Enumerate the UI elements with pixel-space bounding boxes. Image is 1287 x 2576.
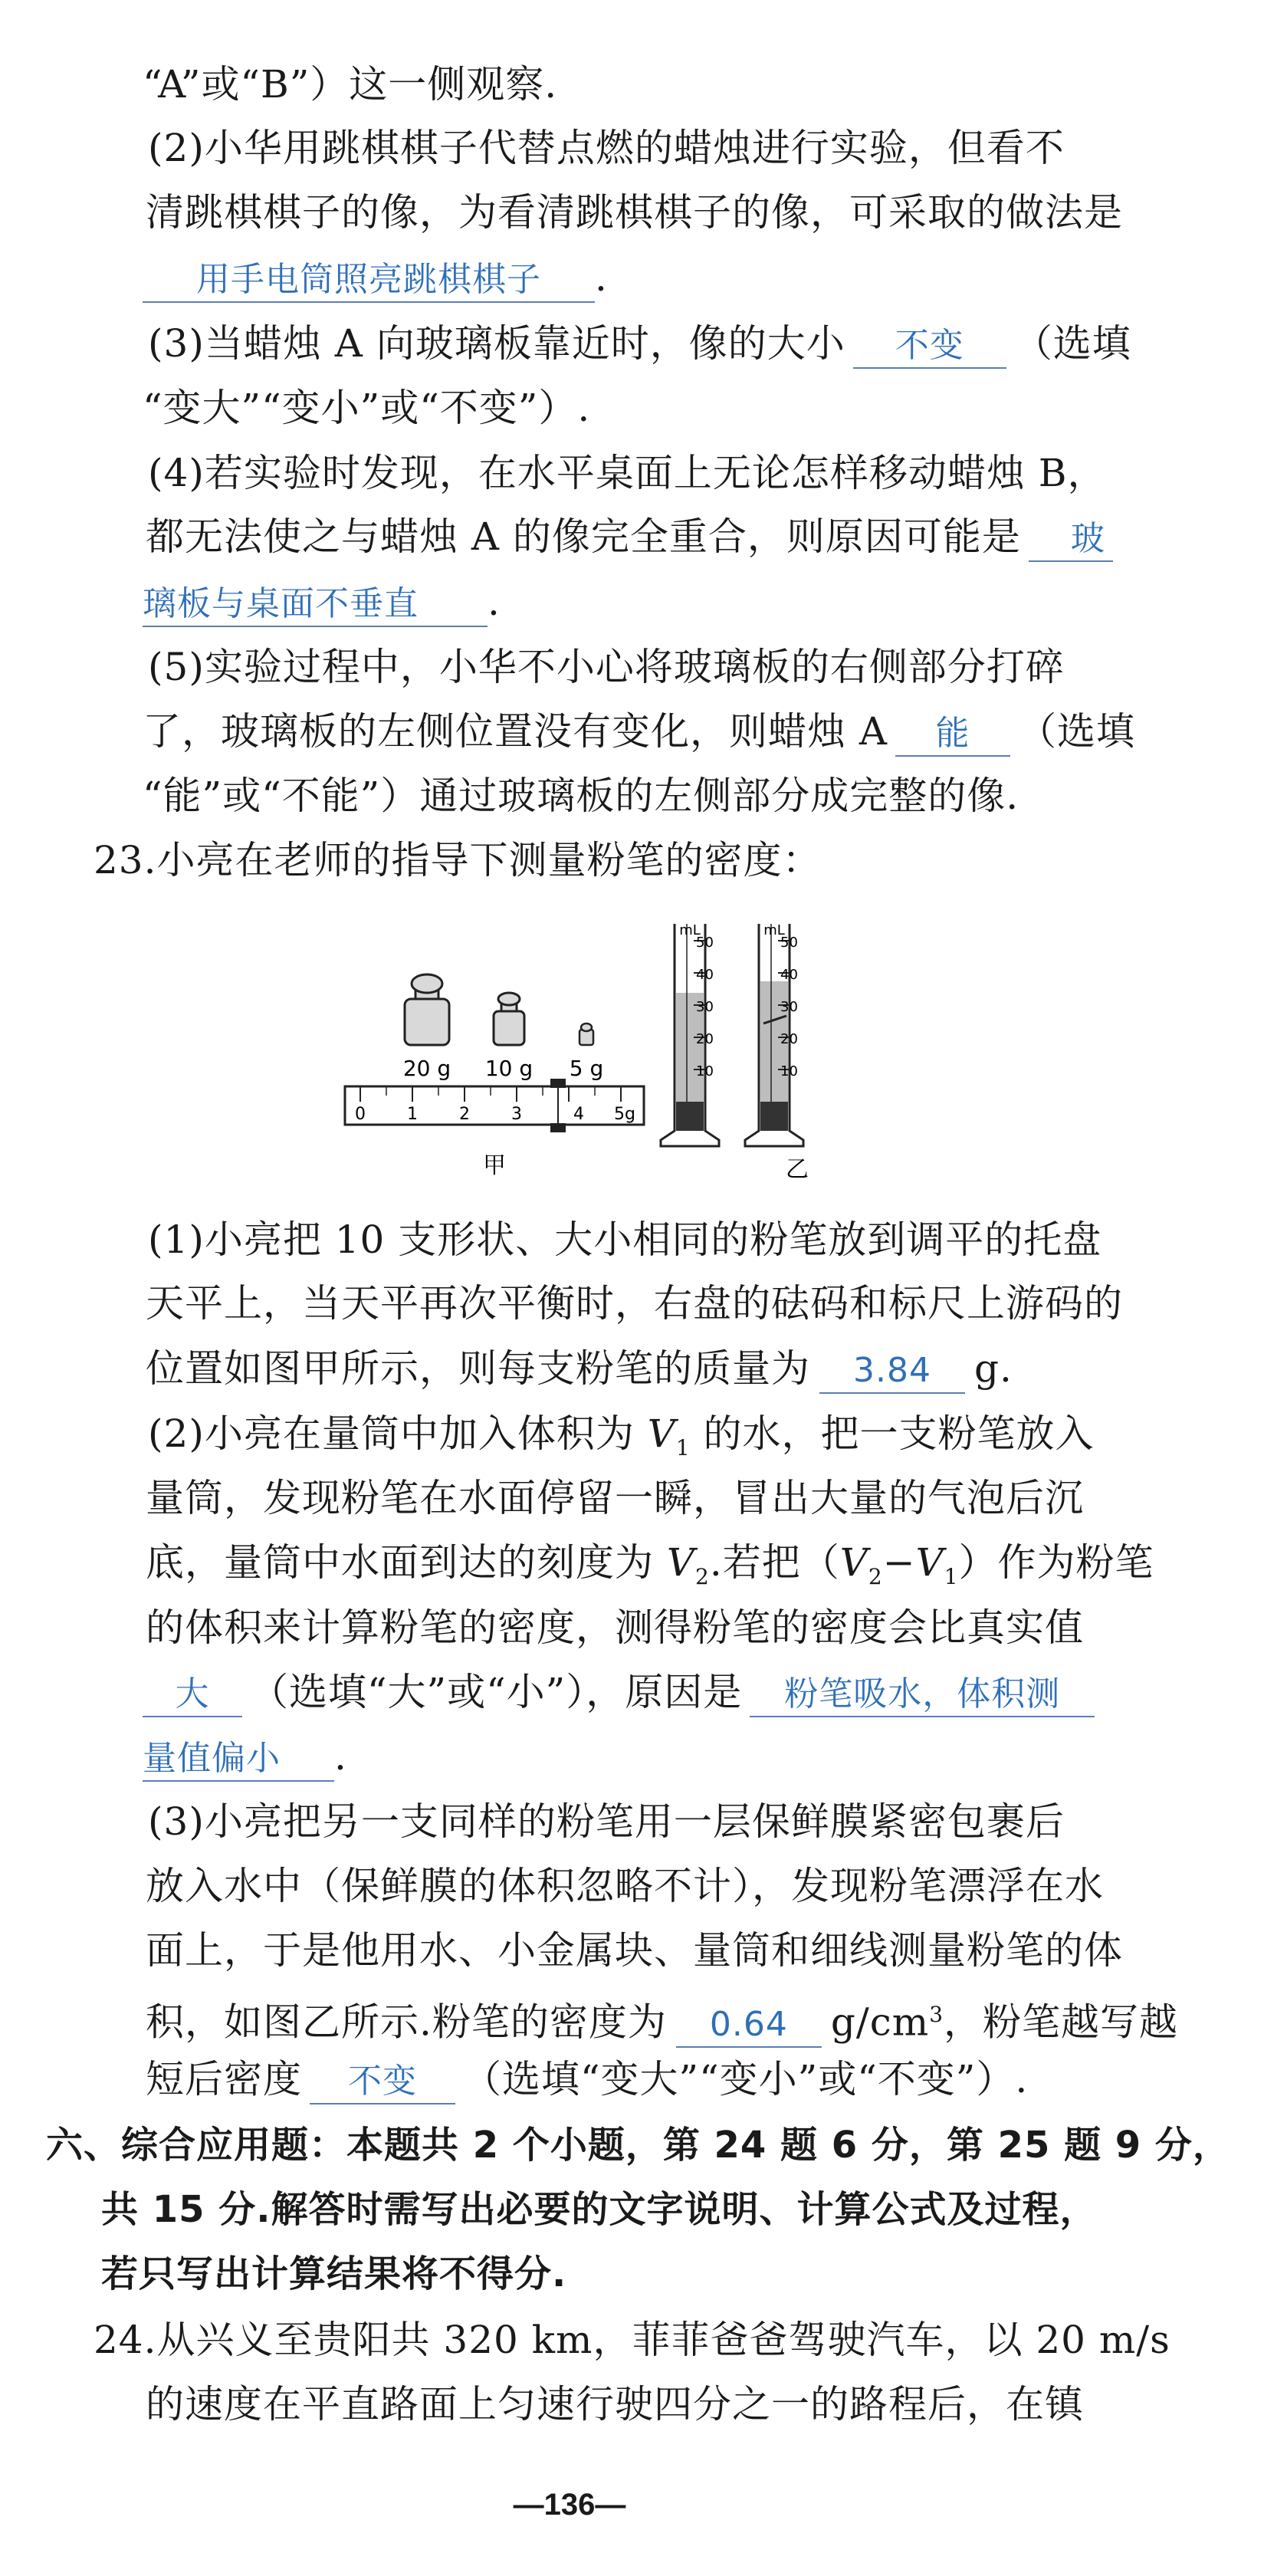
sub: 1 — [675, 1435, 691, 1460]
weight-label: 10 g — [484, 1056, 534, 1081]
weight-label: 20 g — [402, 1056, 451, 1081]
text-line: (1)小亮把 10 支形状、大小相同的粉笔放到调平的托盘 — [148, 1217, 1102, 1262]
weight-20g-icon — [405, 974, 449, 1045]
sub: 2 — [868, 1564, 883, 1589]
cylinder-tick: 30 — [696, 999, 714, 1015]
answer-can: 能 — [895, 712, 1010, 757]
text: − — [882, 1540, 916, 1585]
text-line — [148, 1411, 1287, 1471]
text-line: “能”或“不能”）通过玻璃板的左侧部分成完整的像. — [143, 774, 1019, 818]
question-24: 24.从兴义至贵阳共 320 km，菲菲爸爸驾驶汽车，以 20 m/s — [94, 2318, 1170, 2362]
answer-reason2-part1: 粉笔吸水，体积测 — [750, 1673, 1095, 1717]
text-line — [143, 1733, 1282, 1782]
figure-caption-a: 甲 — [483, 1152, 506, 1179]
text-line — [146, 514, 1285, 562]
text-line: 面上，于是他用水、小金属块、量筒和细线测量粉笔的体 — [146, 1928, 1123, 1973]
cylinder-tick: 20 — [780, 1031, 798, 1047]
unit: g/cm — [830, 1999, 930, 2045]
scale-tick: 2 — [459, 1105, 470, 1124]
scale-tick: 1 — [407, 1105, 418, 1124]
period: . — [595, 255, 608, 300]
text: 积，如图乙所示.粉笔的密度为 — [146, 1999, 667, 2045]
text-line — [143, 579, 1282, 627]
text-line — [146, 1992, 1285, 2048]
text-line — [146, 1346, 1285, 1394]
cylinder-tick: 30 — [780, 999, 798, 1015]
text-line — [143, 1669, 1282, 1717]
var: V — [839, 1540, 868, 1585]
text-line: 天平上，当天平再次平衡时，右盘的砝码和标尺上游码的 — [146, 1281, 1123, 1326]
scale-tick: 3 — [511, 1105, 522, 1124]
text-line: “A”或“B”）这一侧观察. — [143, 62, 558, 107]
section-instructions: 若只写出计算结果将不得分. — [101, 2252, 567, 2295]
cylinder-tick: 40 — [696, 967, 714, 983]
text-line — [146, 1539, 1285, 1600]
text: 短后密度 — [146, 2057, 302, 2101]
cylinder-tick: 50 — [696, 935, 714, 951]
answer-mass: 3.84 — [819, 1349, 965, 1394]
var: V — [647, 1411, 676, 1456]
text-line: “变大”“变小”或“不变”）. — [143, 386, 591, 430]
scale-tick: 0 — [355, 1105, 366, 1124]
figure-caption-b: 乙 — [786, 1156, 809, 1183]
balance-and-cylinders-figure — [330, 909, 828, 1184]
text-line: (2)小华用跳棋棋子代替点燃的蜡烛进行实验，但看不 — [148, 126, 1065, 170]
section-instructions: 共 15 分.解答时需写出必要的文字说明、计算公式及过程， — [101, 2188, 1098, 2231]
text: 位置如图甲所示，则每支粉笔的质量为 — [146, 1346, 810, 1391]
text: 的水，把一支粉笔放入 — [690, 1411, 1095, 1456]
weight-5g-icon — [579, 1024, 593, 1045]
answer-same: 不变 — [310, 2060, 455, 2104]
period: . — [334, 1734, 347, 1779]
answer-size: 不变 — [853, 324, 1006, 369]
text-line: (3)小亮把另一支同样的粉笔用一层保鲜膜紧密包裹后 — [148, 1799, 1065, 1844]
section-heading: 六、综合应用题：本题共 2 个小题，第 24 题 6 分，第 25 题 9 分， — [46, 2124, 1230, 2167]
scale-ruler — [345, 1079, 644, 1132]
text-line: 的体积来计算粉笔的密度，测得粉笔的密度会比真实值 — [146, 1605, 1084, 1650]
cylinder-tick: 10 — [696, 1063, 714, 1079]
text: 底，量筒中水面到达的刻度为 — [146, 1540, 667, 1585]
page-number: —136— — [513, 2488, 626, 2522]
answer-reason-part2: 璃板与桌面不垂直 — [143, 583, 488, 627]
cylinder-tick: 40 — [780, 967, 798, 983]
scale-tick: 5g — [614, 1105, 635, 1124]
sub: 2 — [695, 1564, 710, 1589]
text-line: 量筒，发现粉笔在水面停留一瞬，冒出大量的气泡后沉 — [146, 1476, 1084, 1520]
var: V — [666, 1540, 696, 1585]
text-line — [143, 708, 1282, 757]
text: （选填 — [1018, 709, 1136, 754]
cylinder-tick: 10 — [780, 1063, 798, 1079]
text: (2)小亮在量筒中加入体积为 — [148, 1411, 648, 1456]
weight-10g-icon — [494, 993, 524, 1045]
text: 都无法使之与蜡烛 A 的像完全重合，则原因可能是 — [146, 514, 1021, 559]
text: 了，玻璃板的左侧位置没有变化，则蜡烛 A — [143, 709, 888, 754]
question-23: 23.小亮在老师的指导下测量粉笔的密度： — [94, 838, 822, 882]
scale-tick: 4 — [573, 1105, 584, 1124]
text-line: (4)若实验时发现，在水平桌面上无论怎样移动蜡烛 B， — [148, 451, 1107, 495]
answer-method: 用手电筒照亮跳棋棋子 — [143, 258, 595, 303]
text-line: (5)实验过程中，小华不小心将玻璃板的右侧部分打碎 — [148, 645, 1065, 689]
text: .若把（ — [709, 1540, 840, 1585]
text: ，粉笔越写越 — [944, 1999, 1179, 2045]
sub: 1 — [944, 1564, 959, 1589]
answer-reason-part1: 玻 — [1029, 518, 1113, 562]
text-line: 清跳棋棋子的像，为看清跳棋棋子的像，可采取的做法是 — [146, 190, 1123, 235]
answer-big: 大 — [143, 1673, 242, 1717]
text: (3)当蜡烛 A 向玻璃板靠近时，像的大小 — [148, 321, 845, 366]
text: （选填 — [1013, 321, 1131, 366]
cylinder-tick: 20 — [696, 1031, 714, 1047]
text-line — [148, 320, 1287, 369]
period: . — [488, 580, 501, 624]
cylinder-unit: mL — [679, 922, 701, 938]
answer-density: 0.64 — [676, 2003, 822, 2048]
sup: 3 — [929, 2002, 944, 2027]
cylinder-unit: mL — [763, 922, 785, 938]
text: g. — [974, 1346, 1013, 1391]
text-line: 放入水中（保鲜膜的体积忽略不计），发现粉笔漂浮在水 — [146, 1864, 1104, 1908]
text: （选填“变大”“变小”或“不变”）. — [463, 2057, 1029, 2101]
var: V — [915, 1540, 944, 1585]
text: （选填“大”或“小”），原因是 — [250, 1670, 743, 1714]
cylinder-tick: 50 — [780, 935, 798, 951]
weight-label: 5 g — [569, 1056, 604, 1081]
text: ）作为粉笔 — [958, 1540, 1154, 1585]
text-line — [143, 255, 1282, 303]
text-line — [146, 2056, 1285, 2104]
text-line: 的速度在平直路面上匀速行驶四分之一的路程后，在镇 — [146, 2382, 1084, 2426]
answer-reason2-part2: 量值偏小 — [143, 1737, 334, 1782]
